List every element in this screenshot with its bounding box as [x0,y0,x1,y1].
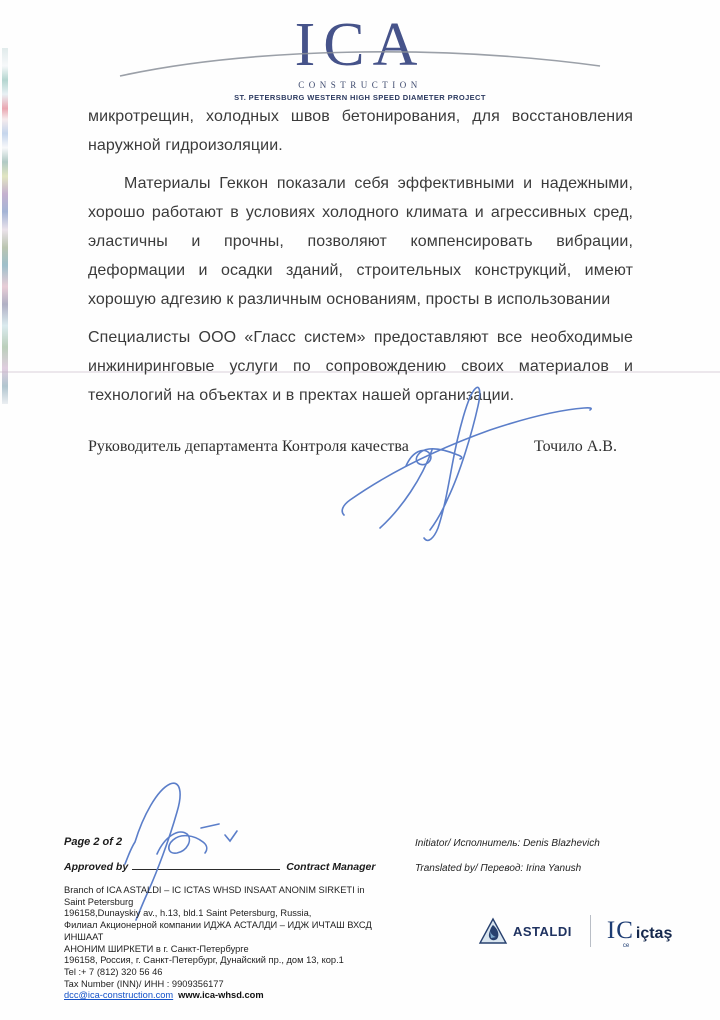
signatory-title: Руководитель департамента Контроля качества [88,438,409,455]
signatory-name: Точило А.В. [534,438,617,455]
translated-line [415,863,581,874]
company-line: Филиал Акционерной компании ИДЖА АСТАЛДИ – ИДЖ ИЧТАШ ВХСД ИНШААТ [64,920,372,942]
astaldi-wordmark: ASTALDI [513,923,572,939]
ictas-logo [606,917,673,949]
company-line: Saint Petersburg [64,896,134,907]
approved-role-label: Contract Manager [286,861,376,873]
company-line: 196158,Dunayskiy av., h.13, bld.1 Saint Petersburg, Russia, [64,908,312,919]
initiator-line [415,838,600,849]
translator-name: Irina Yanush [525,863,582,874]
company-info-block [64,885,404,1002]
paragraph-1: микротрещин, холодных швов бетонирования, для восстановления наружной гидроизоляции. [88,108,633,154]
logo-ica-text: ICA [294,11,426,79]
company-line: 196158, Россия, г. Санкт-Петербург, Дунайский пр., дом 13, кор.1 [64,955,344,966]
paragraph-2: Материалы Геккон показали себя эффективными и надежными, хорошо работают в условиях холодного климата и агрессивных сред, эластичны и прочны, позволяют компенсировать вибрации, деформации и осадки зданий, строительных конструкций, имеют хорошую адгезию к различным основаниям, просты в использовании [88,175,633,308]
company-contact-line [64,990,404,1002]
document-body [88,102,633,410]
astaldi-triangle-icon [478,917,508,945]
initiator-label: Initiator/ Исполнитель: [415,838,521,849]
company-line: АНОНИМ ШИРКЕТИ в г. Санкт-Петербурге [64,943,249,954]
logo-construction-text: CONSTRUCTION [298,80,422,90]
initiator-name: Denis Blazhevich [523,838,600,849]
company-line: Branch of ICA ASTALDI – IC ICTAS WHSD INSAAT ANONIM SIRKETI in [64,885,365,895]
ictas-subscript: ce [622,943,630,949]
company-line: Tax Number (INN)/ ИНН : 9909356177 [64,978,224,989]
ictas-wordmark: içtaş [635,925,673,942]
company-line: Tel :+ 7 (812) 320 56 46 [64,966,163,977]
approved-by-label: Approved by [64,861,129,873]
ictas-ic-wordmark: IC [606,917,634,944]
partner-logos [478,908,672,954]
website-text: www.ica-whsd.com [178,990,264,1001]
astaldi-logo [478,917,572,945]
email-link[interactable]: dcc@ica-construction.com [64,990,174,1001]
page-number-label: Page 2 of 2 [64,836,123,848]
paragraph-3: Специалисты ООО «Гласс систем» предоставляют все необходимые инжиниринговые услуги по сопровождению своих материалов и технологий на объектах и в пректах нашей организации. [88,329,633,404]
handwritten-signature-main [330,378,600,543]
logo-project-tagline: ST. PETERSBURG WESTERN HIGH SPEED DIAMETER PROJECT [234,93,486,102]
logo-divider [590,915,591,947]
translated-label: Translated by/ Перевод: [415,863,524,874]
logo-arc-icon [118,44,602,82]
